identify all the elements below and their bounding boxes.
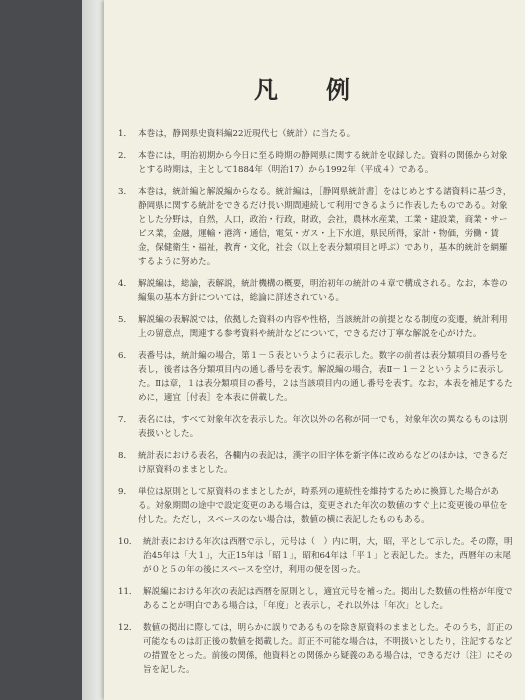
item-number: 9． (118, 487, 133, 497)
item-number: 8． (118, 451, 133, 461)
item-text: 本巻は，静岡県史資料編22近現代七（統計）に当たる。 (138, 129, 356, 139)
list-item (118, 149, 513, 177)
item-number: 1． (118, 129, 133, 139)
item-text: 解説編は，総論，表解説，統計機構の概要，明治初年の統計の４章で構成される。なお，本巻の編集の基本方針については，総論に詳述されている。 (138, 279, 508, 303)
item-text: 表番号は，統計編の場合，第１－５表というように表示した。数字の前者は表分類項目の番号を表し，後者は各分類項目内の通し番号を表す。解説編の場合，表Ⅱ－１－２というように表示した。Ⅱは章，１は表分類項目の番号，２は当該項目内の通し番号を表す。なお，本表を補足するために，適宜［付表］を本表に併載した。 (138, 351, 513, 403)
page-title: 凡 例 (254, 76, 362, 104)
list-item (118, 585, 513, 613)
item-text: 単位は原則として原資料のままとしたが，時系列の連続性を維持するために換算した場合がある。対象期間の途中で設定変更のある場合は，変更された年次の数値のすぐ上に変更後の単位を付した。ただし，スペースのない場合は，数値の横に表記したものもある。 (138, 487, 508, 525)
notes-list (118, 127, 513, 685)
item-text: 数値の掲出に際しては，明らかに誤りであるものを除き原資料のままとした。そのうち，訂正の可能なものは訂正後の数値を掲載した。訂正不可能な場合は，不明扱いとしたり，注記するなどの措置をとった。前後の関係，他資料との関係から疑義のある場合は，できるだけ〔注〕にその旨を記した。 (143, 623, 513, 675)
item-text: 統計表における年次は西暦で示し，元号は（ ）内に明，大，昭，平として示した。その際，明治45年は「大１」，大正15年は「昭１」，昭和64年は「平１」と表記した。また，西暦年の末尾が０と５の年の後にスペースを空け，利用の便を図った。 (143, 537, 513, 575)
list-item (118, 185, 513, 269)
item-text: 表名には，すべて対象年次を表示した。年次以外の名称が同一でも，対象年次の異なるものは別表扱いとした。 (138, 415, 508, 439)
item-text: 解説編における年次の表記は西暦を原則とし，適宜元号を補った。掲出した数値の性格が年度であることが明白である場合は，「年度」と表示し，それ以外は「年次」とした。 (143, 587, 513, 611)
item-number: 12． (118, 623, 138, 633)
item-number: 11． (118, 587, 138, 597)
item-number: 5． (118, 315, 133, 325)
item-text: 解説編の表解説では，依拠した資料の内容や性格，当該統計の前提となる制度の変遷，統計利用上の留意点，関連する参考資料や統計などについて，できるだけ丁寧な解説を心がけた。 (138, 315, 508, 339)
list-item (118, 621, 513, 677)
list-item (118, 277, 513, 305)
item-number: 4． (118, 279, 133, 289)
item-text: 統計表における表名，各欄内の表記は，漢字の旧字体を新字体に改めるなどのほかは，できるだけ原資料のままとした。 (138, 451, 508, 475)
item-number: 2． (118, 151, 133, 161)
list-item (118, 449, 513, 477)
list-item (118, 535, 513, 577)
list-item (118, 413, 513, 441)
item-text: 本巻は，統計編と解説編からなる。統計編は，［静岡県統計書］をはじめとする諸資料に基づき，静岡県に関する統計をできるだけ長い期間連続して利用できるように作表したものである。対象とした分野は，自然，人口，政治・行政，財政，会社，農林水産業，工業・建設業，商業・サービス業，金融，運輸・港湾・通信，電気・ガス・上下水道，県民所得，家計・物価，労働・賃金，保健衛生・福祉，教育・文化，社会（以上を表分類項目と呼ぶ）であり，基本的統計を網羅するように努めた。 (138, 187, 512, 267)
item-number: 3． (118, 187, 133, 197)
item-text: 本巻には，明治初期から今日に至る時期の静岡県に関する統計を収録した。資料の関係から対象とする時期は，主として1884年（明治17）から1992年（平成４）である。 (138, 151, 508, 175)
item-number: 10． (118, 537, 138, 547)
item-number: 6． (118, 351, 133, 361)
list-item (118, 313, 513, 341)
list-item (118, 349, 513, 405)
item-number: 7． (118, 415, 133, 425)
list-item (118, 485, 513, 527)
list-item (118, 127, 513, 141)
